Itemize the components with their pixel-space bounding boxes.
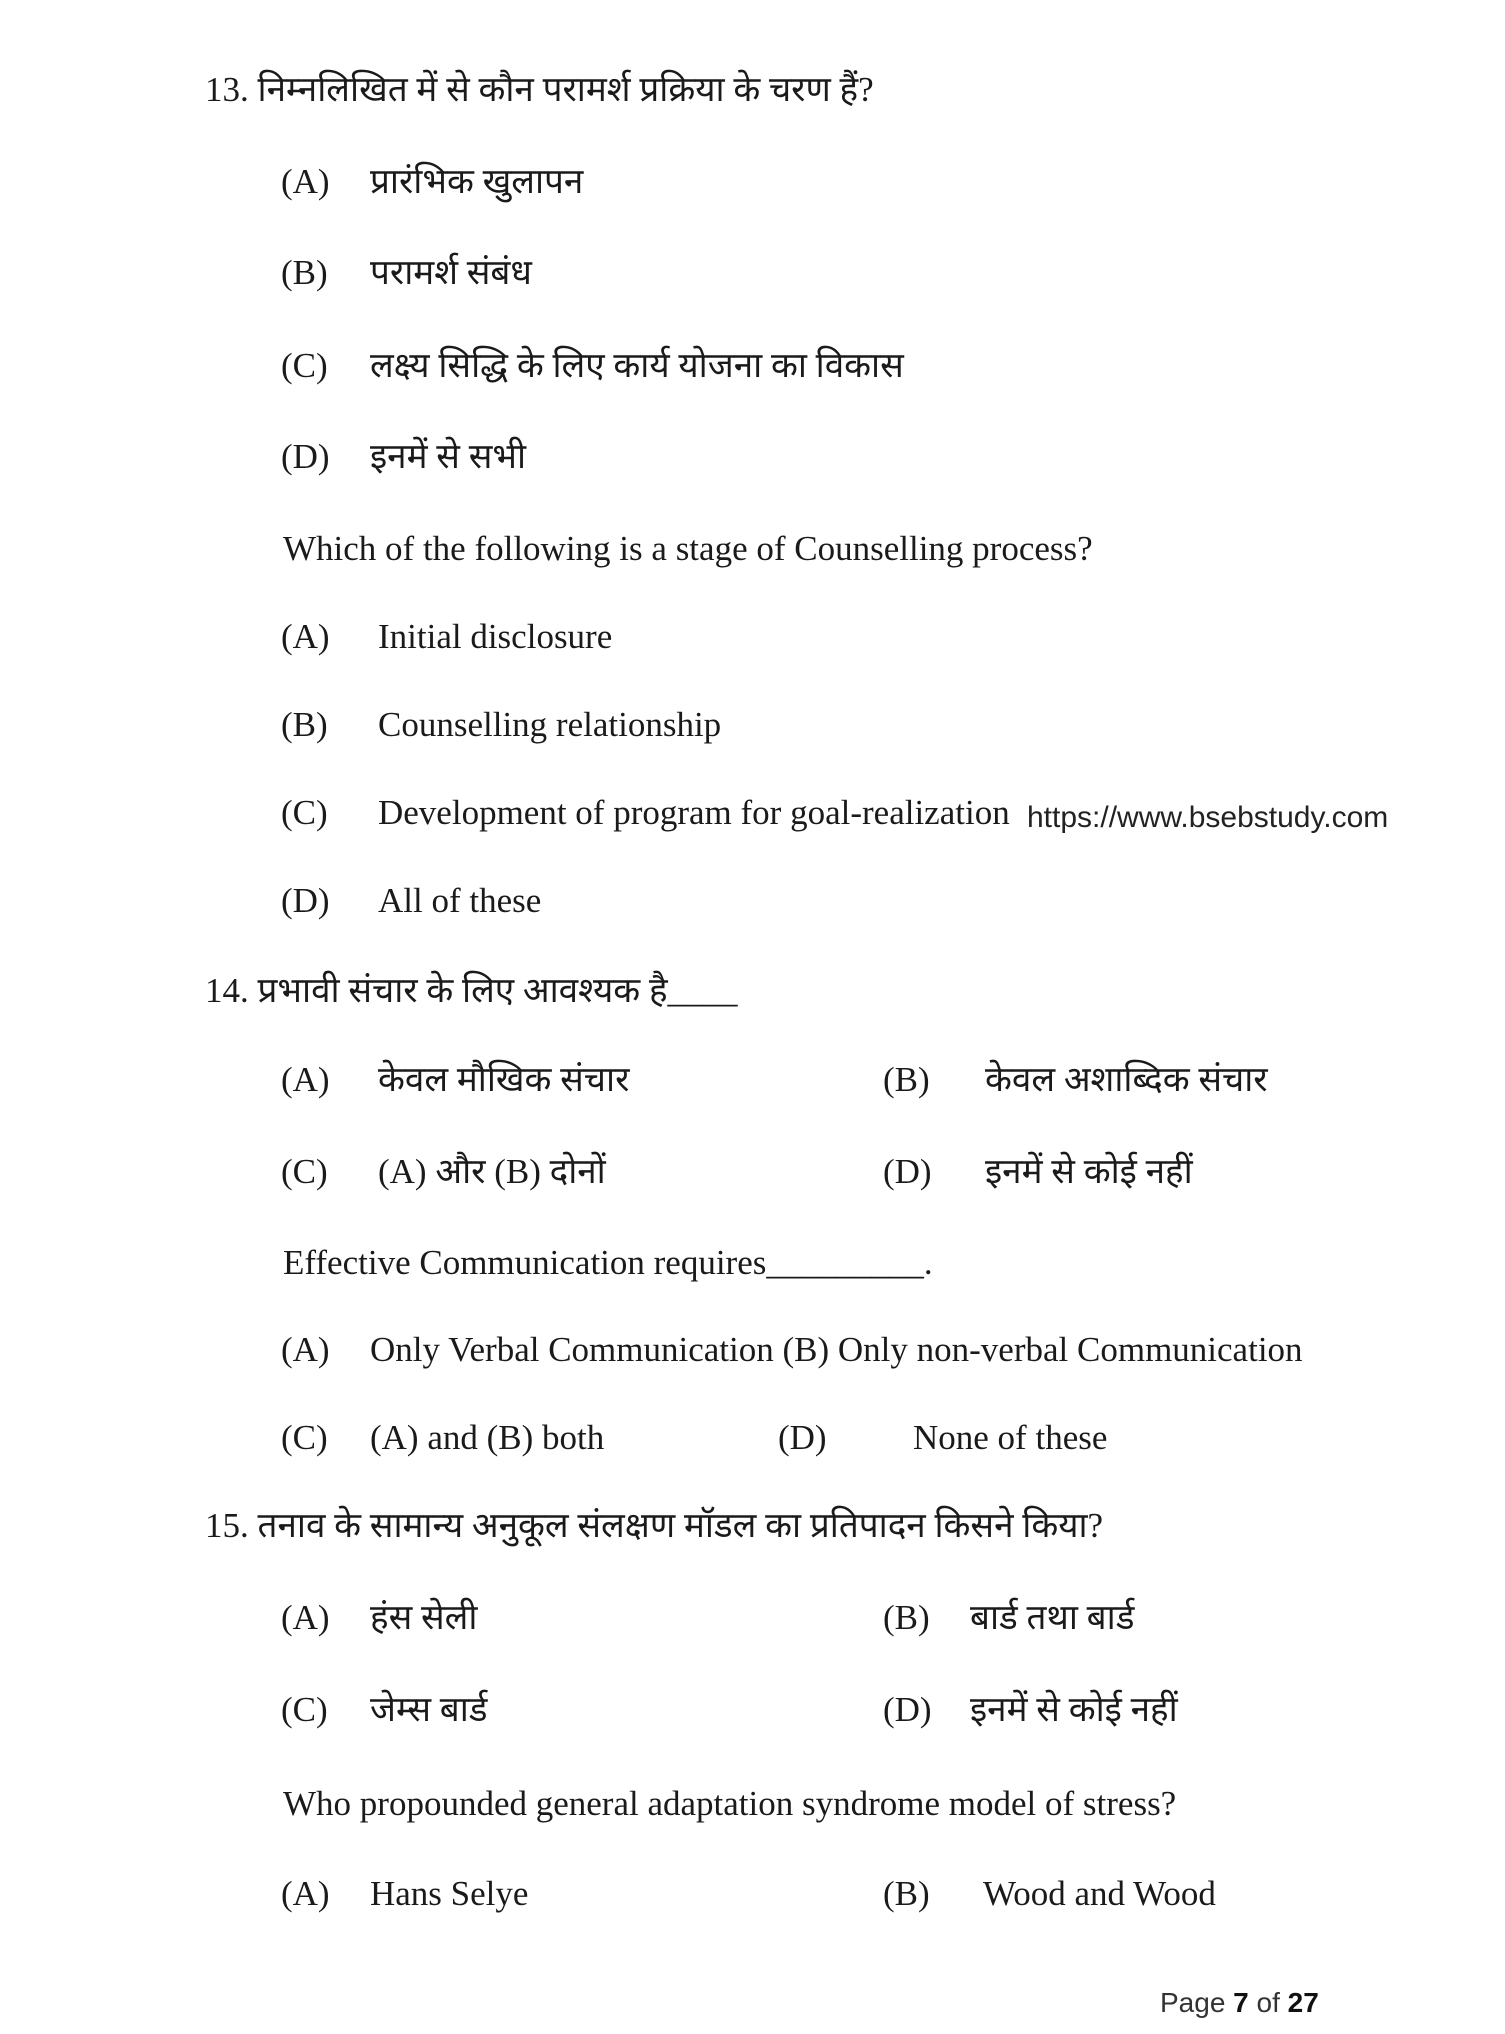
page-of: of [1248,1987,1288,2018]
q14-hindi-option-d-text: इनमें से कोई नहीं [985,1152,1193,1191]
page-current: 7 [1233,1987,1249,2018]
q13-hindi-option-b-label: (B) [281,253,328,292]
q13-hindi-option-d-text: इनमें से सभी [370,437,527,476]
page-total: 27 [1287,1987,1319,2018]
q14-english-option-d-label: (D) [778,1418,827,1457]
q15-hindi-option-c-label: (C) [281,1690,328,1729]
watermark-link[interactable]: https://www.bsebstudy.com [1027,801,1389,834]
q13-english-option-b-text: Counselling relationship [378,705,722,744]
page-indicator [1160,1985,1319,2021]
q13-hindi-question: 13. निम्नलिखित में से कौन परामर्श प्रक्रिया के चरण हैं? [205,70,874,109]
q14-english-question: Effective Communication requires_________. [283,1243,933,1282]
q15-english-option-b-label: (B) [883,1874,930,1913]
q15-english-option-a-text: Hans Selye [370,1874,529,1913]
q15-english-question: Who propounded general adaptation syndrome model of stress? [283,1784,1177,1823]
q15-english-option-a-label: (A) [281,1874,330,1913]
q15-english-option-b-text: Wood and Wood [983,1874,1216,1913]
q13-english-option-c-label: (C) [281,793,328,832]
q14-hindi-option-b-label: (B) [883,1060,930,1099]
q15-hindi-option-a-text: हंस सेली [370,1598,478,1637]
q13-english-option-a-text: Initial disclosure [378,617,613,656]
q13-hindi-option-a-label: (A) [281,162,330,201]
q13-english-option-b-label: (B) [281,705,328,744]
q13-english-question: Which of the following is a stage of Counselling process? [283,529,1093,568]
q13-hindi-option-b-text: परामर्श संबंध [370,253,532,292]
q15-hindi-option-a-label: (A) [281,1598,330,1637]
q13-hindi-option-a-text: प्रारंभिक खुलापन [370,162,584,201]
q14-hindi-option-d-label: (D) [883,1152,932,1191]
q15-hindi-option-d-text: इनमें से कोई नहीं [970,1690,1178,1729]
q14-hindi-question: 14. प्रभावी संचार के लिए आवश्यक है____ [205,971,738,1010]
page-prefix: Page [1160,1987,1234,2018]
q14-english-option-c-label: (C) [281,1418,328,1457]
q13-hindi-option-c-label: (C) [281,346,328,385]
q14-hindi-option-c-text: (A) और (B) दोनों [378,1152,606,1191]
q15-hindi-option-b-label: (B) [883,1598,930,1637]
q15-hindi-option-d-label: (D) [883,1690,932,1729]
q14-hindi-option-c-label: (C) [281,1152,328,1191]
q15-hindi-option-c-text: जेम्स बार्ड [370,1690,488,1729]
q14-english-option-d-text: None of these [913,1418,1108,1457]
q15-hindi-option-b-text: बार्ड तथा बार्ड [970,1598,1135,1637]
q15-hindi-question: 15. तनाव के सामान्य अनुकूल संलक्षण मॉडल का प्रतिपादन किसने किया? [205,1506,1104,1545]
q14-english-option-a-text: Only Verbal Communication (B) Only non-verbal Communication [370,1330,1303,1369]
q14-hindi-option-a-text: केवल मौखिक संचार [378,1060,630,1099]
q14-hindi-option-b-text: केवल अशाब्दिक संचार [985,1060,1268,1099]
q13-hindi-option-c-text: लक्ष्य सिद्धि के लिए कार्य योजना का विकास [370,346,904,385]
q13-hindi-option-d-label: (D) [281,437,330,476]
q13-english-option-a-label: (A) [281,617,330,656]
q14-english-option-c-text: (A) and (B) both [370,1418,605,1457]
q13-english-option-d-text: All of these [378,881,542,920]
q13-english-option-c-text: Development of program for goal-realization [378,793,1010,832]
q13-english-option-d-label: (D) [281,881,330,920]
q14-english-option-a-label: (A) [281,1330,330,1369]
q14-hindi-option-a-label: (A) [281,1060,330,1099]
